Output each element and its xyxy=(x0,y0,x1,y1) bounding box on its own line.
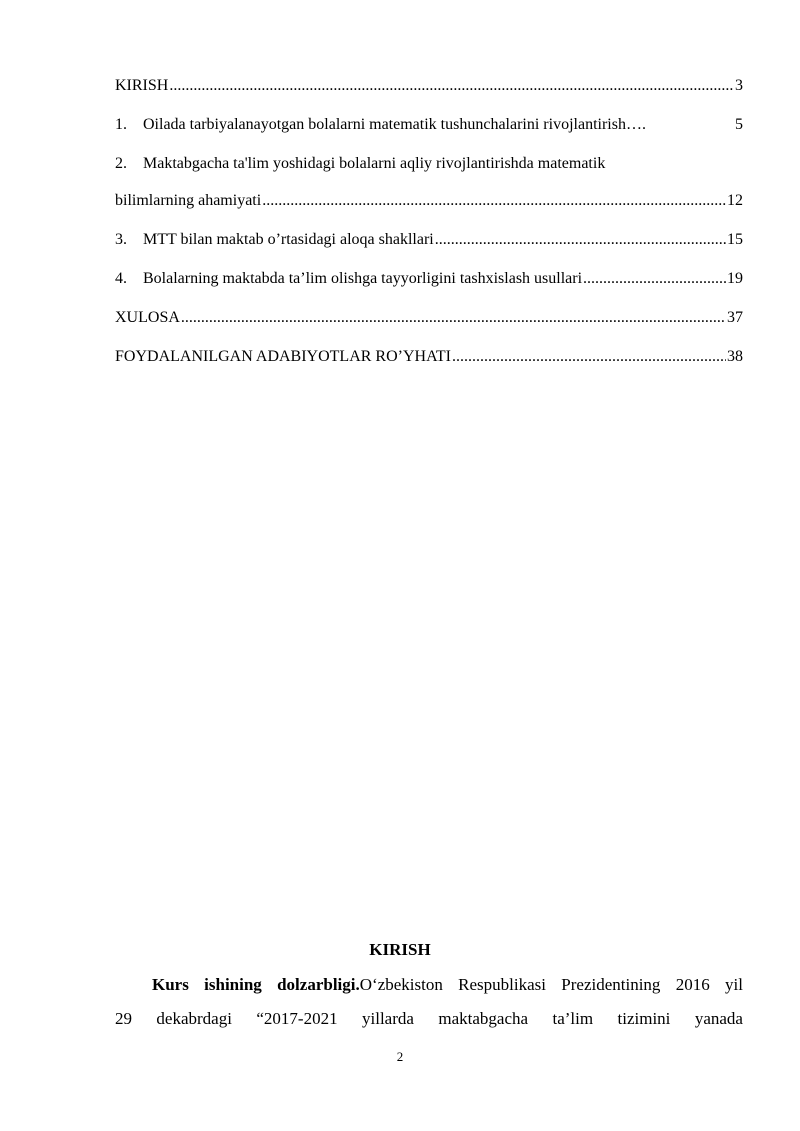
toc-entry-adabiyot[interactable] xyxy=(115,347,743,367)
toc-entry-text: Maktabgacha ta'lim yoshidagi bolalarni aqliy rivojlantirishda matematik xyxy=(143,155,606,172)
toc-entry-3[interactable] xyxy=(115,230,743,250)
paragraph-lead-bold: Kurs ishining dolzarbligi. xyxy=(152,975,360,994)
paragraph-word: dekabrdagi xyxy=(156,1009,232,1028)
toc-leader-dots xyxy=(181,308,726,328)
toc-entry-text: MTT bilan maktab o’rtasidagi aloqa shakllari xyxy=(143,231,434,248)
toc-entry-number: 2. xyxy=(115,155,127,172)
toc-entry-number: 3. xyxy=(115,231,127,248)
toc-entry-page: 15 xyxy=(727,231,743,248)
toc-leader-dots xyxy=(435,230,726,250)
toc-leader-dots xyxy=(452,347,726,367)
paragraph-word: 29 xyxy=(115,1009,132,1028)
section-heading: KIRISH xyxy=(369,940,431,959)
toc-entry-2-line1[interactable] xyxy=(115,154,743,174)
toc-entry-text: Oilada tarbiyalanayotgan bolalarni matematik tushunchalarini rivojlantirish…. xyxy=(143,116,646,133)
paragraph-word: yillarda xyxy=(362,1009,414,1028)
toc-entry-page: 5 xyxy=(735,116,743,133)
toc-entry-2-line2[interactable] xyxy=(115,191,743,211)
toc-entry-title: KIRISH xyxy=(115,77,169,94)
toc-entry-page: 19 xyxy=(727,270,743,287)
toc-entry-page: 37 xyxy=(727,309,743,326)
toc-entry-text: Bolalarning maktabda ta’lim olishga tayyorligini tashxislash usullari xyxy=(143,270,583,287)
table-of-contents xyxy=(115,76,743,367)
page-number: 2 xyxy=(396,1049,404,1064)
toc-leader-dots xyxy=(262,191,726,211)
toc-entry-title xyxy=(115,115,646,135)
paragraph-word: maktabgacha xyxy=(438,1009,529,1028)
toc-entry-page: 3 xyxy=(735,77,743,94)
toc-entry-page: 12 xyxy=(727,192,743,209)
toc-entry-1[interactable] xyxy=(115,115,743,135)
paragraph-word: yanada xyxy=(694,1009,743,1028)
paragraph-text: O‘zbekiston Respublikasi Prezidentining 2016 yil xyxy=(359,975,743,994)
toc-entry-xulosa[interactable] xyxy=(115,308,743,328)
toc-entry-title xyxy=(115,230,434,250)
toc-entry-title xyxy=(115,269,582,289)
toc-entry-kirish[interactable] xyxy=(115,76,743,96)
paragraph-word: “2017-2021 xyxy=(256,1009,338,1028)
toc-entry-page: 38 xyxy=(727,348,743,365)
toc-entry-4[interactable] xyxy=(115,269,743,289)
toc-entry-text: bilimlarning ahamiyati xyxy=(115,192,262,209)
toc-leader-dots xyxy=(169,76,734,96)
toc-entry-number: 4. xyxy=(115,270,127,287)
paragraph-word: tizimini xyxy=(617,1009,671,1028)
toc-entry-title: XULOSA xyxy=(115,309,180,326)
paragraph-word: ta’lim xyxy=(552,1009,594,1028)
toc-entry-number: 1. xyxy=(115,116,127,133)
toc-leader-dots xyxy=(583,269,726,289)
paragraph-line-1 xyxy=(115,974,743,996)
toc-entry-title: FOYDALANILGAN ADABIYOTLAR RO’YHATI xyxy=(115,348,451,365)
paragraph-line-2 xyxy=(115,1008,743,1030)
